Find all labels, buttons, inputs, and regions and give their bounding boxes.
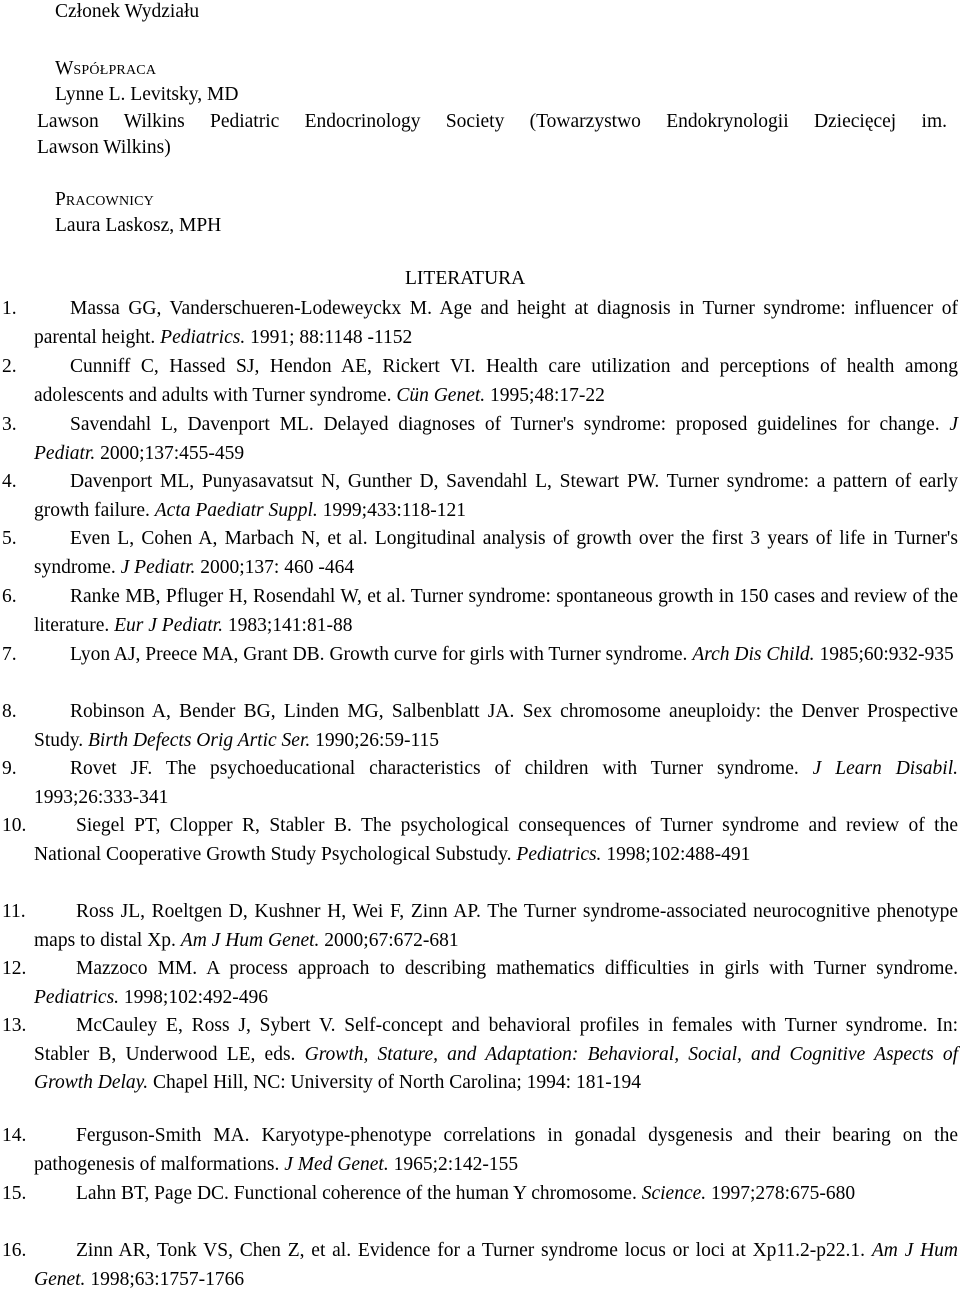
- reference-item: [2, 898, 958, 955]
- staff-heading: [55, 188, 154, 214]
- reference-publication: 1998;63:1757-1766: [90, 1268, 245, 1290]
- reference-title: The psychoeducational characteristics of children with Turner syndrome.: [165, 758, 799, 779]
- reference-number: 13.: [2, 1015, 27, 1036]
- reference-item: [2, 525, 959, 582]
- reference-item: [2, 583, 958, 640]
- reference-journal: J Med Genet.: [284, 1153, 389, 1175]
- reference-publication: 1983;141:81-88: [227, 614, 353, 636]
- reference-title: Turner syndrome: a pattern of early growth failure.: [34, 471, 958, 521]
- reference-publication: 2000;137: 460 -464: [200, 556, 355, 578]
- reference-journal: Pediatrics.: [34, 986, 120, 1008]
- reference-item: [2, 812, 958, 869]
- reference-publication: 1993;26:333-341: [34, 786, 169, 808]
- cooperation-org-line-2: Lawson Wilkins): [37, 137, 171, 158]
- reference-title: Turner syndrome: spontaneous growth in 150 cases and review of the literature.: [34, 586, 958, 636]
- reference-title: Sex chromosome aneuploidy: the Denver Prospective Study.: [34, 701, 958, 751]
- reference-title: Age and height at diagnosis in Turner syndrome: influencer of parental height.: [34, 298, 958, 348]
- reference-number: 1.: [2, 298, 17, 319]
- reference-authors: McCauley E, Ross J, Sybert V.: [76, 1015, 336, 1036]
- reference-title: Delayed diagnoses of Turner's syndrome: proposed guidelines for change.: [323, 414, 940, 435]
- reference-authors: Siegel PT, Clopper R, Stabler B.: [76, 815, 352, 836]
- reference-publication: 1998;102:488-491: [606, 843, 751, 865]
- reference-number: 12.: [2, 958, 27, 979]
- reference-journal: J Learn Disabil.: [812, 758, 959, 779]
- reference-item: [2, 1122, 958, 1179]
- reference-journal: Science.: [641, 1183, 707, 1204]
- reference-publication: Chapel Hill, NC: University of North Carolina; 1994: 181-194: [152, 1072, 641, 1094]
- reference-authors: Ross JL, Roeltgen D, Kushner H, Wei F, Zinn AP.: [76, 901, 481, 922]
- reference-title: Health care utilization and perceptions of health among adolescents and adults with Turner syndrome.: [34, 356, 959, 406]
- reference-authors: Cunniff C, Hassed SJ, Hendon AE, Rickert VI.: [70, 356, 476, 377]
- reference-item: [2, 295, 958, 352]
- reference-number: 4.: [2, 471, 17, 492]
- reference-authors: Davenport ML, Punyasavatsut N, Gunther D, Savendahl L, Stewart PW.: [70, 471, 660, 492]
- reference-journal: Growth, Stature, and Adaptation: Behavioral, Social, and Cognitive Aspects of Growth Delay.: [34, 1043, 959, 1094]
- reference-item: [2, 1237, 958, 1294]
- member-label: Członek Wydziału: [55, 1, 200, 22]
- reference-journal: Pediatrics.: [516, 843, 602, 865]
- reference-item: [2, 411, 958, 468]
- reference-publication: 1985;60:932-935: [819, 644, 954, 665]
- reference-publication: 1999;433:118-121: [322, 499, 467, 521]
- reference-authors: Massa GG, Vanderschueren-Lodeweyckx M.: [70, 298, 432, 319]
- reference-title: Growth curve for girls with Turner syndrome.: [329, 644, 688, 665]
- reference-title: Karyotype-phenotype correlations in gonadal dysgenesis and their bearing on the pathogenesis of malformations.: [34, 1125, 958, 1175]
- reference-number: 8.: [2, 701, 17, 722]
- reference-item: [2, 955, 958, 1012]
- reference-publication: 1990;26:59-115: [315, 729, 439, 751]
- literature-heading: LITERATURA: [405, 268, 526, 289]
- reference-number: 7.: [2, 644, 17, 665]
- reference-number: 16.: [2, 1240, 27, 1261]
- reference-number: 3.: [2, 414, 17, 435]
- reference-title: Evidence for a Turner syndrome locus or loci at Xp11.2-p22.1.: [357, 1240, 866, 1261]
- reference-publication: 1991; 88:1148 -1152: [250, 326, 413, 348]
- reference-publication: 1995;48:17-22: [490, 384, 605, 406]
- reference-number: 14.: [2, 1125, 27, 1146]
- reference-item: [2, 1012, 959, 1098]
- reference-journal: Am J Hum Genet.: [180, 929, 320, 951]
- reference-title: The psychological consequences of Turner syndrome and review of the National Cooperative Growth Study Psychological Substudy.: [34, 815, 958, 865]
- reference-item: [2, 755, 959, 812]
- reference-journal: Arch Dis Child.: [692, 644, 815, 665]
- reference-publication: 2000;67:672-681: [324, 929, 459, 951]
- reference-journal: J Pediatr.: [34, 414, 958, 464]
- reference-journal: Acta Paediatr Suppl.: [154, 499, 318, 521]
- reference-journal: Birth Defects Orig Artic Ser.: [88, 729, 311, 751]
- reference-publication: 1965;2:142-155: [393, 1153, 519, 1175]
- reference-authors: Zinn AR, Tonk VS, Chen Z, et al.: [76, 1240, 352, 1261]
- reference-authors: Ranke MB, Pfluger H, Rosendahl W, et al.: [70, 586, 406, 607]
- reference-authors: Even L, Cohen A, Marbach N, et al.: [70, 528, 368, 549]
- reference-number: 2.: [2, 356, 17, 377]
- reference-number: 6.: [2, 586, 17, 607]
- reference-publication: 1998;102:492-496: [123, 986, 268, 1008]
- cooperation-person: Lynne L. Levitsky, MD: [55, 84, 239, 105]
- reference-title: Functional coherence of the human Y chromosome.: [233, 1183, 637, 1204]
- reference-title: Self-concept and behavioral profiles in females with Turner syndrome. In: Stabler B, Underwood LE, eds.: [34, 1015, 959, 1065]
- staff-person: Laura Laskosz, MPH: [55, 215, 222, 236]
- cooperation-heading: [55, 57, 156, 83]
- reference-journal: Cün Genet.: [396, 384, 486, 406]
- reference-item: [2, 698, 958, 755]
- reference-title: Longitudinal analysis of growth over the first 3 years of life in Turner's syndrome.: [34, 528, 959, 578]
- reference-number: 5.: [2, 528, 17, 549]
- reference-journal: Am J Hum Genet.: [34, 1240, 958, 1290]
- reference-item: [2, 353, 959, 410]
- reference-item: [2, 1180, 958, 1209]
- reference-number: 15.: [2, 1183, 27, 1204]
- reference-publication: 1997;278:675-680: [711, 1183, 856, 1204]
- reference-item: [2, 641, 958, 670]
- reference-number: 10.: [2, 815, 27, 836]
- reference-title: A process approach to describing mathematics difficulties in girls with Turner syndrome.: [206, 958, 958, 979]
- reference-number: 11.: [2, 901, 26, 922]
- reference-authors: Rovet JF.: [70, 758, 153, 779]
- cooperation-heading-rest: SPÓŁPRACA: [73, 63, 157, 78]
- reference-publication: 2000;137:455-459: [100, 442, 245, 464]
- reference-authors: Robinson A, Bender BG, Linden MG, Salbenblatt JA.: [70, 701, 515, 722]
- cooperation-heading-initial: W: [55, 58, 74, 79]
- reference-journal: Pediatrics.: [160, 326, 246, 348]
- cooperation-org-line-1: Lawson Wilkins Pediatric Endocrinology Society (Towarzystwo Endokrynologii Dziecięcej im.: [37, 111, 947, 132]
- reference-authors: Savendahl L, Davenport ML.: [70, 414, 314, 435]
- reference-item: [2, 468, 958, 525]
- reference-number: 9.: [2, 758, 17, 779]
- staff-heading-initial: P: [55, 189, 66, 210]
- reference-journal: Eur J Pediatr.: [114, 614, 223, 636]
- reference-title: The Turner syndrome-associated neurocognitive phenotype maps to distal Xp.: [34, 901, 958, 951]
- reference-authors: Lyon AJ, Preece MA, Grant DB.: [70, 644, 325, 665]
- reference-authors: Mazzoco MM.: [76, 958, 198, 979]
- reference-authors: Ferguson-Smith MA.: [76, 1125, 250, 1146]
- staff-heading-rest: RACOWNICY: [65, 194, 154, 209]
- reference-authors: Lahn BT, Page DC.: [76, 1183, 229, 1204]
- reference-journal: J Pediatr.: [120, 556, 196, 578]
